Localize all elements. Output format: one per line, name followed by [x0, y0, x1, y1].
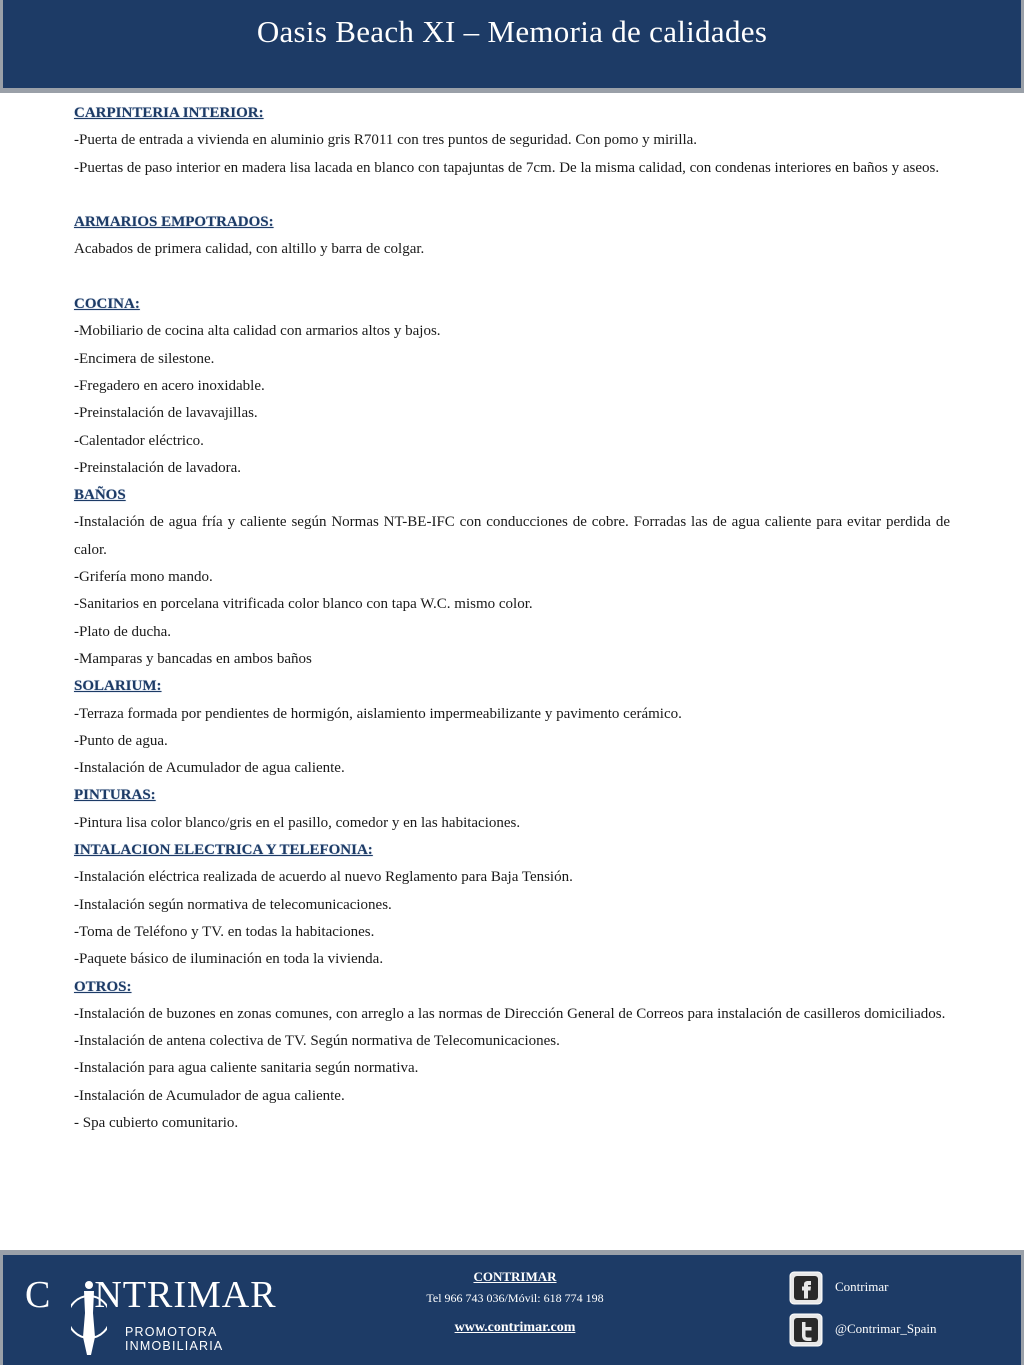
- spec-line: -Preinstalación de lavavajillas.: [74, 405, 258, 422]
- spec-line: -Mobiliario de cocina alta calidad con armarios altos y bajos.: [74, 323, 441, 340]
- page-title: Oasis Beach XI – Memoria de calidades: [256, 14, 768, 49]
- spec-line: -Puertas de paso interior en madera lisa lacada en blanco con tapajuntas de 7cm. De la misma calidad, con condenas interiores en baños y aseos.: [74, 159, 940, 176]
- spec-line: -Toma de Teléfono y TV. en todas la habitaciones.: [74, 923, 375, 940]
- spec-line: -Instalación para agua caliente sanitaria según normativa.: [74, 1060, 419, 1077]
- spec-line: -Pintura lisa color blanco/gris en el pasillo, comedor y en las habitaciones.: [74, 814, 521, 831]
- spec-line: -Instalación de buzones en zonas comunes, con arreglo a las normas de Dirección General de Correos para instalación de casilleros domiciliados.: [74, 1005, 946, 1022]
- spec-line: -Calentador eléctrico.: [74, 432, 204, 449]
- spec-line: -Grifería mono mando.: [74, 569, 213, 586]
- page-footer: [0, 1250, 1024, 1365]
- spec-line: -Instalación de agua fría y caliente según Normas NT-BE-IFC con conducciones de cobre. Forradas las de agua caliente para evitar perdida de calor.: [74, 514, 950, 558]
- spec-line: -Mamparas y bancadas en ambos baños: [74, 650, 312, 667]
- spec-line: -Paquete básico de iluminación en toda la vivienda.: [74, 951, 384, 968]
- section-spacer: [74, 264, 950, 291]
- section-heading: ARMARIOS EMPOTRADOS:: [74, 214, 274, 231]
- contact-block: [403, 1269, 627, 1336]
- section-heading: BAÑOS: [74, 487, 126, 504]
- section-heading: OTROS:: [74, 978, 132, 995]
- twitter-icon: [789, 1313, 823, 1347]
- spec-line: -Instalación de Acumulador de agua caliente.: [74, 760, 345, 777]
- spec-line: -Terraza formada por pendientes de hormigón, aislamiento impermeabilizante y pavimento cerámico.: [74, 705, 682, 722]
- spec-line: - Spa cubierto comunitario.: [74, 1114, 239, 1131]
- spec-line: -Sanitarios en porcelana vitrificada color blanco con tapa W.C. mismo color.: [74, 596, 533, 613]
- page-header: [0, 0, 1024, 93]
- spec-line: -Instalación de Acumulador de agua caliente.: [74, 1087, 345, 1104]
- section-heading: COCINA:: [74, 296, 140, 313]
- facebook-icon: [789, 1271, 823, 1305]
- website-link[interactable]: www.contrimar.com: [454, 1320, 576, 1335]
- phone-numbers: Tel 966 743 036/Móvil: 618 774 198: [426, 1291, 604, 1305]
- spec-line: -Instalación según normativa de telecomunicaciones.: [74, 896, 392, 913]
- section-spacer: [74, 182, 950, 209]
- section-heading: CARPINTERIA INTERIOR:: [74, 105, 264, 121]
- spec-line: Acabados de primera calidad, con altillo y barra de colgar.: [74, 241, 425, 258]
- spec-line: -Punto de agua.: [74, 732, 168, 749]
- spec-line: -Instalación eléctrica realizada de acuerdo al nuevo Reglamento para Baja Tensión.: [74, 869, 573, 886]
- logo-subtitle: PROMOTORA INMOBILIARIA: [125, 1325, 224, 1353]
- document-body: [74, 100, 950, 1137]
- twitter-link[interactable]: [789, 1313, 989, 1347]
- spec-line: -Preinstalación de lavadora.: [74, 459, 242, 476]
- section-heading: SOLARIUM:: [74, 678, 162, 695]
- spec-line: -Fregadero en acero inoxidable.: [74, 377, 265, 394]
- section-heading: PINTURAS:: [74, 787, 156, 804]
- facebook-label: Contrimar: [835, 1279, 889, 1294]
- twitter-label: @Contrimar_Spain: [835, 1321, 937, 1336]
- spec-line: -Plato de ducha.: [74, 623, 172, 640]
- company-name: CONTRIMAR: [473, 1269, 557, 1284]
- spec-line: -Instalación de antena colectiva de TV. Según normativa de Telecomunicaciones.: [74, 1033, 560, 1050]
- logo-wordmark: CNTRIMAR: [25, 1274, 277, 1316]
- spec-line: -Encimera de silestone.: [74, 350, 215, 367]
- section-heading: INTALACION ELECTRICA Y TELEFONIA:: [74, 842, 373, 859]
- facebook-link[interactable]: [789, 1271, 989, 1305]
- spec-line: -Puerta de entrada a vivienda en aluminio gris R7011 con tres puntos de seguridad. Con pomo y mirilla.: [74, 132, 698, 149]
- contrimar-logo: [25, 1273, 295, 1353]
